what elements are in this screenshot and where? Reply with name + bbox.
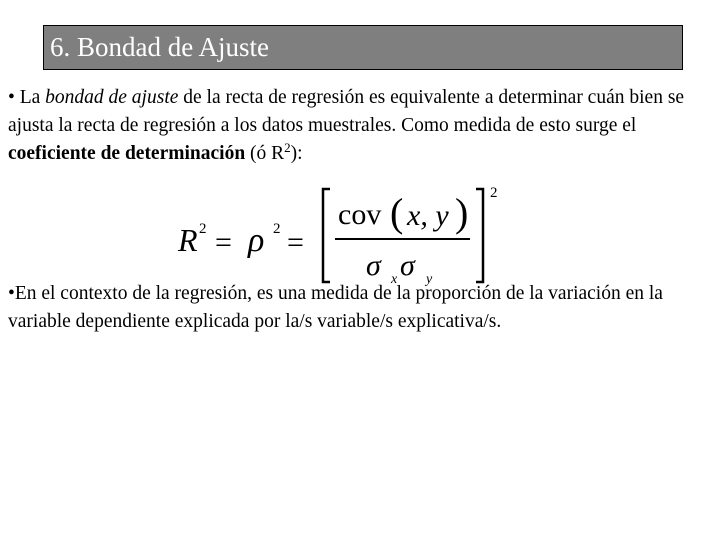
formula-rho: ρ	[248, 222, 265, 259]
formula-sub-x: x	[391, 272, 398, 287]
formula-close-paren: )	[455, 190, 469, 235]
paragraph-goodness-of-fit	[8, 84, 713, 168]
formula-sigma-x: σ	[366, 249, 381, 282]
bold-term: coeficiente de determinación	[8, 143, 246, 164]
formula-args: x, y	[407, 199, 449, 232]
formula-equals: =	[215, 226, 232, 259]
formula-sub-y: y	[426, 272, 433, 287]
formula-open-paren: (	[390, 190, 404, 235]
bullet: •	[8, 87, 15, 108]
paragraph-text: (ó R	[245, 143, 285, 164]
paragraph-text: ):	[290, 143, 303, 164]
formula-equals: =	[287, 226, 304, 259]
paragraph-text: de la recta de regresión es equivalente a determinar cuán bien se ajusta la recta de regresión a los datos muestrales. Como medida de esto surge el	[8, 87, 685, 136]
formula-rho-exponent: 2	[273, 221, 281, 237]
slide-title: 6. Bondad de Ajuste	[50, 32, 269, 62]
paragraph-context: •En el contexto de la regresión, es una medida de la proporción de la variación en la variable dependiente explicada por la/s variable/s explicativa/s.	[8, 283, 663, 332]
formula-sigma-y: σ	[400, 249, 415, 282]
right-bracket	[476, 189, 483, 282]
superscript: 2	[284, 140, 291, 155]
formula-outer-exponent: 2	[490, 185, 498, 201]
slide-title-bar	[43, 25, 683, 70]
formula-lhs-exponent: 2	[199, 221, 207, 237]
italic-term: bondad de ajuste	[45, 87, 179, 108]
formula-cov: cov	[338, 198, 382, 231]
formula-lhs: R	[178, 222, 198, 258]
left-bracket	[323, 189, 330, 282]
paragraph-text: La	[14, 87, 46, 108]
r-squared-formula	[170, 180, 510, 290]
